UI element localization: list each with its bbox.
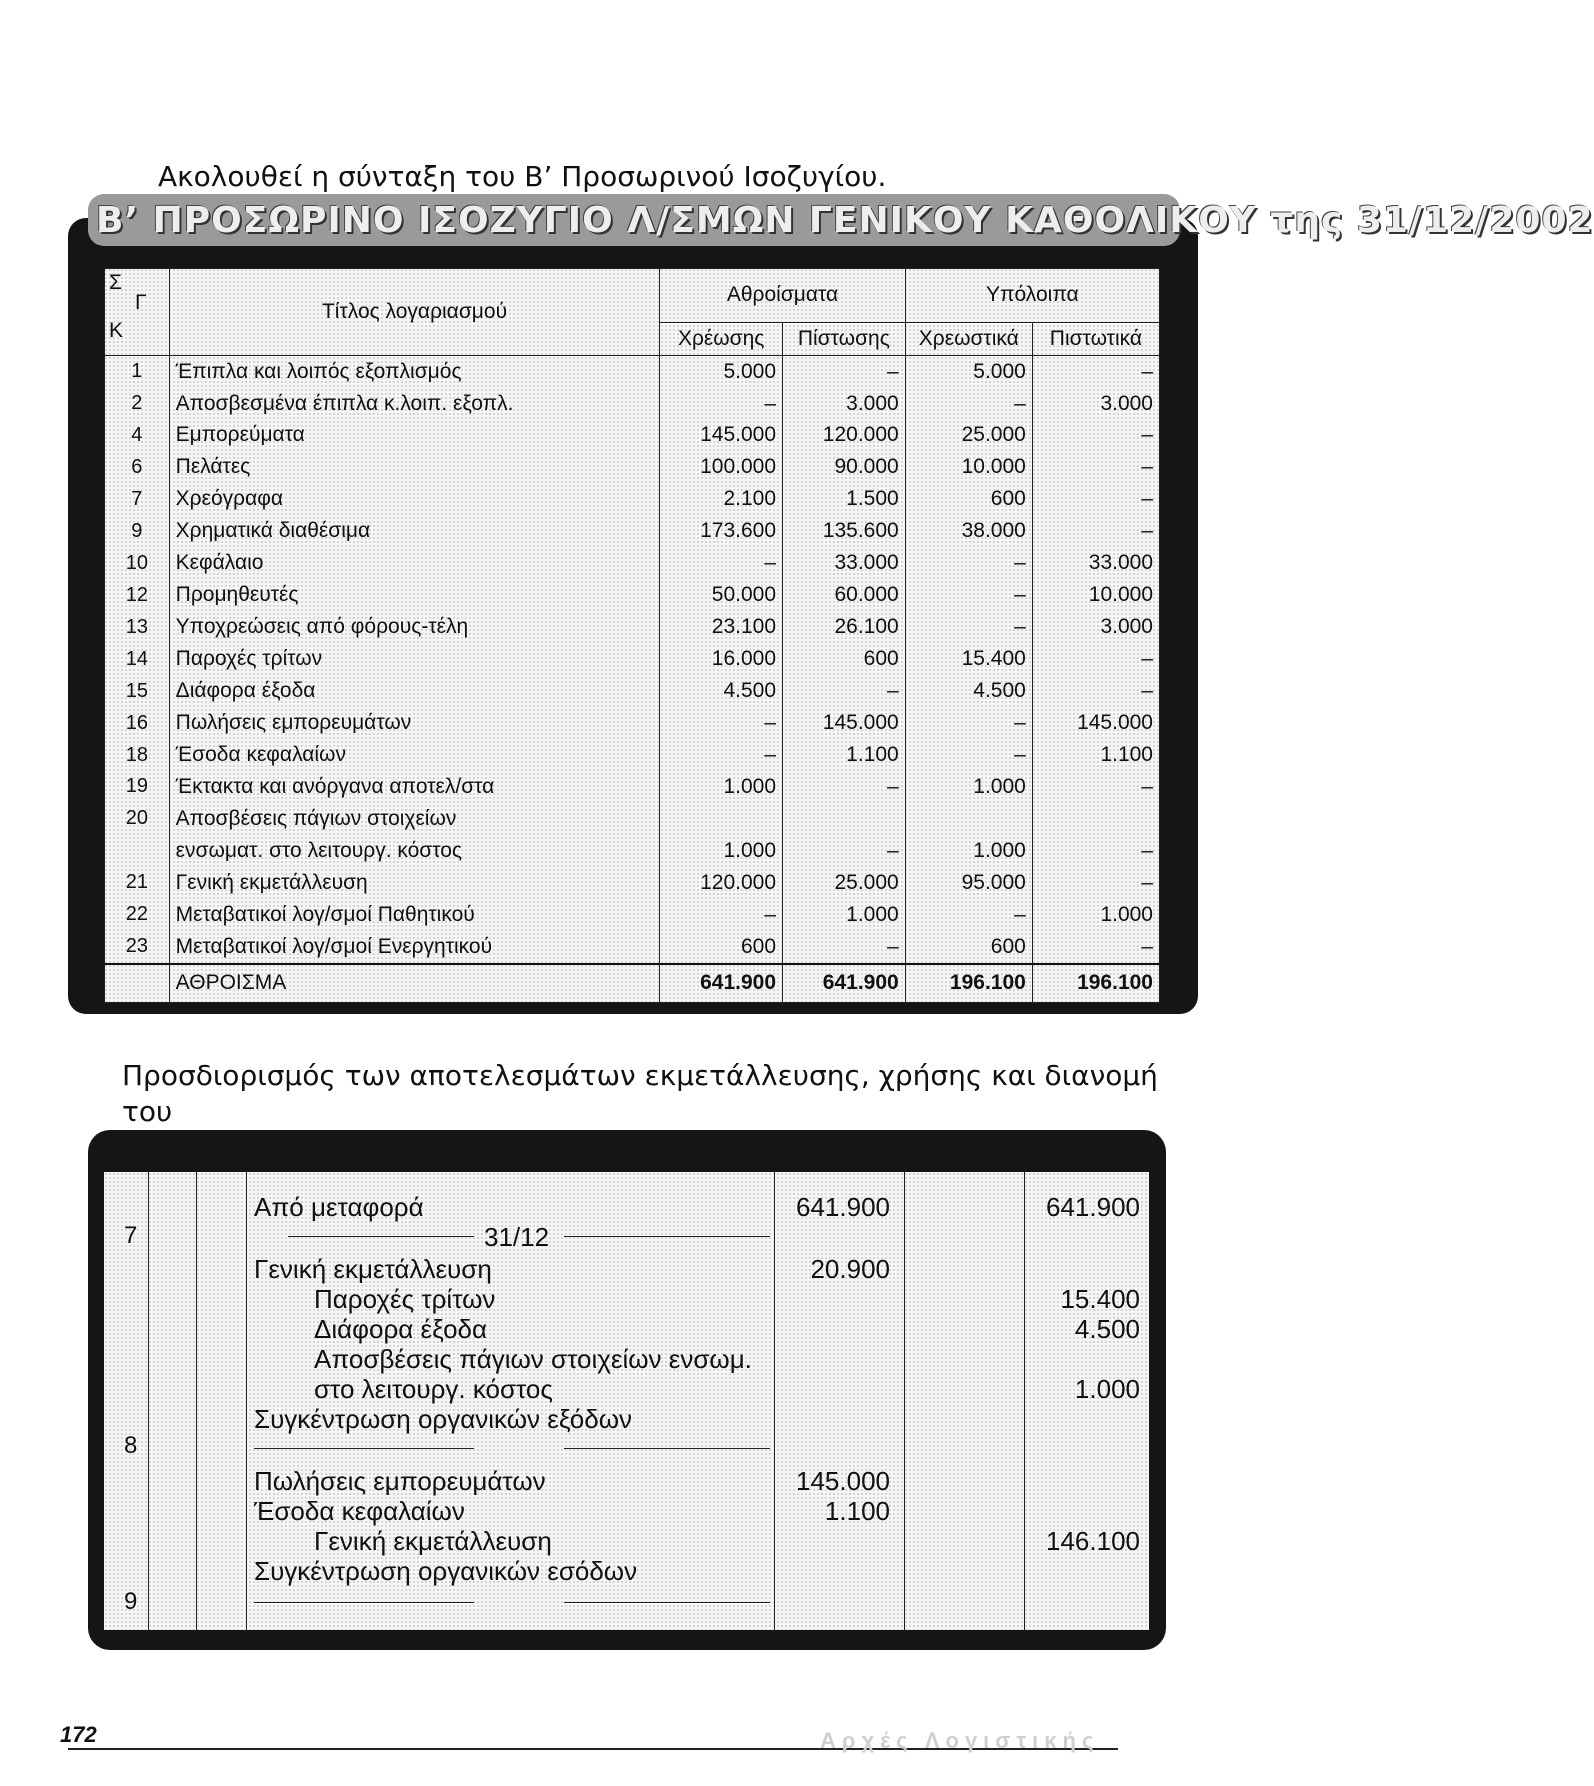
cell-credit-balance: – [1032, 643, 1159, 675]
cell-credit: 25.000 [783, 867, 906, 899]
cell-title: Κεφάλαιο [169, 547, 660, 579]
journal-credit: 15.400 [1060, 1284, 1140, 1314]
cell-title: Έσοδα κεφαλαίων [169, 739, 660, 771]
entry-rule [254, 1602, 474, 1603]
cell-credit-balance: – [1032, 675, 1159, 707]
journal-line: Γενική εκμετάλλευση [314, 1526, 552, 1556]
cell-title: Προμηθευτές [169, 579, 660, 611]
cell-code: 20 [105, 803, 170, 835]
cell-credit-balance: – [1032, 771, 1159, 803]
cell-credit-balance: – [1032, 515, 1159, 547]
cell-debit-balance: – [905, 739, 1032, 771]
cell-title: Πωλήσεις εμπορευμάτων [169, 707, 660, 739]
account-row [105, 835, 1160, 867]
cell-code: 2 [105, 388, 170, 420]
cell-debit: – [660, 739, 783, 771]
cell-title: Έκτακτα και ανόργανα αποτελ/στα [169, 771, 660, 803]
cell-code: 21 [105, 867, 170, 899]
cell-debit-balance: 95.000 [905, 867, 1032, 899]
account-row [105, 579, 1160, 611]
cell-title: Υποχρεώσεις από φόρους-τέλη [169, 611, 660, 643]
cell-code: 13 [105, 611, 170, 643]
cell-credit-balance: 10.000 [1032, 579, 1159, 611]
cell-credit-balance: – [1032, 483, 1159, 515]
cell-title: Έπιπλα και λοιπός εξοπλισμός [169, 355, 660, 387]
credit-header: Πίστωσης [783, 322, 906, 355]
code-header: Σ Γ Κ [105, 269, 170, 356]
cell-debit-balance: – [905, 388, 1032, 420]
cell-title: Χρεόγραφα [169, 483, 660, 515]
cell-code: 10 [105, 547, 170, 579]
account-row [105, 388, 1160, 420]
journal-divider [904, 1172, 905, 1630]
account-row [105, 899, 1160, 931]
entry-number: 7 [124, 1222, 138, 1249]
total-debit-balance: 196.100 [905, 964, 1032, 1003]
cell-credit-balance: 145.000 [1032, 707, 1159, 739]
cell-credit: 60.000 [783, 579, 906, 611]
total-label: ΑΘΡΟΙΣΜΑ [169, 964, 660, 1003]
journal-divider [1024, 1172, 1025, 1630]
journal-divider [774, 1172, 775, 1630]
cell-credit-balance: 1.100 [1032, 739, 1159, 771]
cell-debit: – [660, 388, 783, 420]
cell-debit-balance: 25.000 [905, 420, 1032, 452]
cell-credit: 3.000 [783, 388, 906, 420]
entry-rule [564, 1602, 770, 1603]
journal-debit: 20.900 [810, 1254, 890, 1284]
cell-debit: 1.000 [660, 835, 783, 867]
cell-code [105, 835, 170, 867]
cell-debit-balance: 38.000 [905, 515, 1032, 547]
cell-debit-balance: – [905, 899, 1032, 931]
journal-debit: 1.100 [824, 1496, 890, 1526]
cell-debit-balance [905, 803, 1032, 835]
account-row [105, 451, 1160, 483]
intro-text: Ακολουθεί η σύνταξη του Β’ Προσωρινού Ισοζυγίου. [158, 160, 887, 193]
cell-code: 14 [105, 643, 170, 675]
cell-credit: 120.000 [783, 420, 906, 452]
cell-credit [783, 803, 906, 835]
account-row [105, 483, 1160, 515]
total-row [105, 964, 1160, 1003]
cell-title: Πελάτες [169, 451, 660, 483]
account-row [105, 771, 1160, 803]
cell-debit-balance: 600 [905, 931, 1032, 964]
cell-credit-balance: – [1032, 451, 1159, 483]
cell-debit: 16.000 [660, 643, 783, 675]
account-row [105, 643, 1160, 675]
book-title: Αρχές Λογιστικής [820, 1728, 1100, 1753]
cell-title: ενσωματ. στο λειτουργ. κόστος [169, 835, 660, 867]
cell-credit-balance: 3.000 [1032, 611, 1159, 643]
cell-title: Εμπορεύματα [169, 420, 660, 452]
total-credit: 641.900 [783, 964, 906, 1003]
cell-code: 19 [105, 771, 170, 803]
total-credit-balance: 196.100 [1032, 964, 1159, 1003]
cell-credit-balance: 3.000 [1032, 388, 1159, 420]
date-rule [564, 1236, 770, 1237]
cell-credit-balance: 1.000 [1032, 899, 1159, 931]
account-row [105, 611, 1160, 643]
cell-credit-balance: 33.000 [1032, 547, 1159, 579]
account-row [105, 420, 1160, 452]
journal-line: Έσοδα κεφαλαίων [254, 1496, 465, 1526]
cell-debit-balance: – [905, 547, 1032, 579]
date-rule [288, 1236, 474, 1237]
cell-code: 15 [105, 675, 170, 707]
cell-debit: – [660, 707, 783, 739]
cell-code: 23 [105, 931, 170, 964]
account-row [105, 547, 1160, 579]
account-row [105, 515, 1160, 547]
cell-title: Διάφορα έξοδα [169, 675, 660, 707]
journal-credit: 1.000 [1074, 1374, 1140, 1404]
cell-credit: 1.000 [783, 899, 906, 931]
cell-debit: 23.100 [660, 611, 783, 643]
cell-title: Μεταβατικοί λογ/σμοί Ενεργητικού [169, 931, 660, 964]
cell-credit: 145.000 [783, 707, 906, 739]
account-row [105, 931, 1160, 964]
journal-divider [148, 1172, 149, 1630]
journal-credit: 4.500 [1074, 1314, 1140, 1344]
cell-debit: 145.000 [660, 420, 783, 452]
journal-credit: 146.100 [1046, 1526, 1140, 1556]
cell-credit: – [783, 835, 906, 867]
cell-credit-balance [1032, 803, 1159, 835]
account-row [105, 803, 1160, 835]
cell-debit-balance: – [905, 611, 1032, 643]
cell-credit-balance: – [1032, 355, 1159, 387]
account-row [105, 707, 1160, 739]
journal-debit: 145.000 [796, 1466, 890, 1496]
page-number: 172 [60, 1722, 97, 1747]
section-text-line1: Προσδιορισμός των αποτελεσμάτων εκμετάλλευσης, χρήσης και διανομή του [122, 1059, 1158, 1128]
cell-debit-balance: 10.000 [905, 451, 1032, 483]
title-header: Τίτλος λογαριασμού [169, 269, 660, 356]
cell-title: Μεταβατικοί λογ/σμοί Παθητικού [169, 899, 660, 931]
cell-credit-balance: – [1032, 867, 1159, 899]
cell-debit: 100.000 [660, 451, 783, 483]
cell-debit-balance: 600 [905, 483, 1032, 515]
entry-rule [564, 1448, 770, 1449]
cell-debit: 5.000 [660, 355, 783, 387]
cell-code: 4 [105, 420, 170, 452]
cell-debit-balance: 15.400 [905, 643, 1032, 675]
journal-line: Από μεταφορά [254, 1192, 424, 1222]
cell-credit: 90.000 [783, 451, 906, 483]
cell-credit-balance: – [1032, 835, 1159, 867]
cell-title: Παροχές τρίτων [169, 643, 660, 675]
cell-debit-balance: 5.000 [905, 355, 1032, 387]
debit-header: Χρέωσης [660, 322, 783, 355]
account-row [105, 739, 1160, 771]
cell-credit: – [783, 771, 906, 803]
journal-divider [196, 1172, 197, 1630]
cell-credit: 1.500 [783, 483, 906, 515]
journal-line: Γενική εκμετάλλευση [254, 1254, 492, 1284]
cell-title: Αποσβέσεις πάγιων στοιχείων [169, 803, 660, 835]
cell-credit: 1.100 [783, 739, 906, 771]
account-row [105, 675, 1160, 707]
cell-credit: 33.000 [783, 547, 906, 579]
cell-debit-balance: 1.000 [905, 835, 1032, 867]
journal-date: 31/12 [484, 1222, 550, 1252]
cell-credit: – [783, 675, 906, 707]
journal-line: στο λειτουργ. κόστος [314, 1374, 553, 1404]
journal-line: Συγκέντρωση οργανικών εσόδων [254, 1556, 638, 1586]
cell-credit: – [783, 355, 906, 387]
cell-code: 9 [105, 515, 170, 547]
cell-title: Χρηματικά διαθέσιμα [169, 515, 660, 547]
cell-debit: – [660, 547, 783, 579]
cell-debit: 50.000 [660, 579, 783, 611]
journal-debit: 641.900 [796, 1192, 890, 1222]
entry-number: 9 [124, 1588, 138, 1615]
entry-rule [254, 1448, 474, 1449]
cell-code: 12 [105, 579, 170, 611]
cell-debit: 600 [660, 931, 783, 964]
cell-credit-balance: – [1032, 931, 1159, 964]
cell-code: 18 [105, 739, 170, 771]
cell-debit: – [660, 899, 783, 931]
cell-code: 6 [105, 451, 170, 483]
cell-code: 1 [105, 355, 170, 387]
cell-debit: 1.000 [660, 771, 783, 803]
cell-debit: 120.000 [660, 867, 783, 899]
cell-title: Αποσβεσμένα έπιπλα κ.λοιπ. εξοπλ. [169, 388, 660, 420]
cell-debit: 173.600 [660, 515, 783, 547]
cell-code: 7 [105, 483, 170, 515]
total-debit: 641.900 [660, 964, 783, 1003]
trial-balance-title: Β’ ΠΡΟΣΩΡΙΝΟ ΙΣΟΖΥΓΙΟ Λ/ΣΜΩΝ ΓΕΝΙΚΟΥ ΚΑΘΟΛΙΚΟΥ της 31/12/2002 [96, 200, 1594, 241]
journal-line: Παροχές τρίτων [314, 1284, 496, 1314]
cell-debit-balance: – [905, 579, 1032, 611]
cell-code: 16 [105, 707, 170, 739]
balances-header: Υπόλοιπα [905, 269, 1159, 323]
cell-title: Γενική εκμετάλλευση [169, 867, 660, 899]
cell-debit-balance: 4.500 [905, 675, 1032, 707]
debit-balance-header: Χρεωστικά [905, 322, 1032, 355]
cell-debit: 2.100 [660, 483, 783, 515]
cell-debit-balance: 1.000 [905, 771, 1032, 803]
cell-credit: 135.600 [783, 515, 906, 547]
cell-debit: 4.500 [660, 675, 783, 707]
cell-code: 22 [105, 899, 170, 931]
entry-number: 8 [124, 1432, 138, 1459]
trial-balance-table [104, 268, 1160, 1003]
cell-credit: 26.100 [783, 611, 906, 643]
account-row [105, 355, 1160, 387]
cell-credit-balance: – [1032, 420, 1159, 452]
journal-line: Αποσβέσεις πάγιων στοιχείων ενσωμ. [314, 1344, 752, 1374]
credit-balance-header: Πιστωτικά [1032, 322, 1159, 355]
sums-header: Αθροίσματα [660, 269, 905, 323]
journal-credit: 641.900 [1046, 1192, 1140, 1222]
account-row [105, 867, 1160, 899]
journal-divider [246, 1172, 247, 1630]
journal-line: Διάφορα έξοδα [314, 1314, 488, 1344]
cell-credit: – [783, 931, 906, 964]
journal-line: Πωλήσεις εμπορευμάτων [254, 1466, 546, 1496]
cell-debit [660, 803, 783, 835]
cell-credit: 600 [783, 643, 906, 675]
cell-debit-balance: – [905, 707, 1032, 739]
journal-line: Συγκέντρωση οργανικών εξόδων [254, 1404, 633, 1434]
